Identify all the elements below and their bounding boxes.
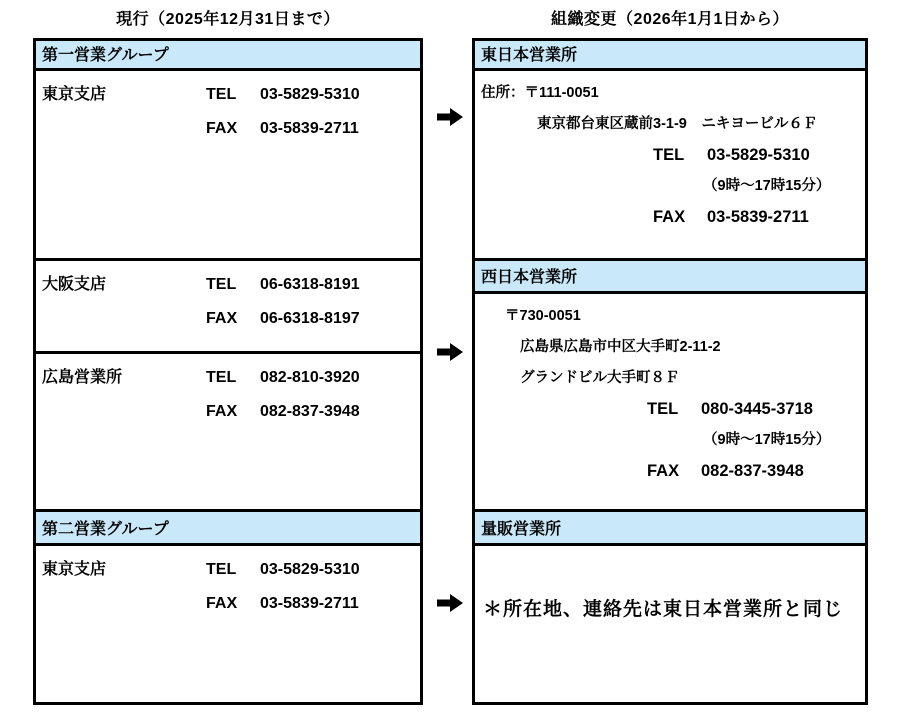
- office-cell-osaka: [36, 261, 420, 354]
- office-fax-line: [42, 587, 412, 621]
- east-office-cell: [475, 71, 865, 261]
- tel-number: 082-810-3920: [260, 369, 360, 386]
- fax-number: 082-837-3948: [260, 403, 360, 420]
- office-name: 東京支店: [42, 86, 107, 103]
- spacer: [42, 587, 206, 621]
- retail-office-header: 量販営業所: [475, 512, 865, 546]
- office-name: 広島営業所: [42, 369, 123, 386]
- current-organization-table: [33, 38, 423, 705]
- tel-number: 03-5829-5310: [260, 86, 360, 103]
- fax-label: FAX: [206, 595, 238, 612]
- tel-number: 06-6318-8191: [260, 276, 360, 293]
- new-column-title: 組織変更（2026年1月1日から）: [551, 11, 789, 28]
- spacer: [42, 112, 206, 146]
- spacer: [42, 302, 206, 336]
- office-fax-line: [42, 112, 412, 146]
- tel-label: TEL: [647, 400, 679, 418]
- west-hours: （9時～17時15分）: [703, 432, 831, 448]
- east-office-header: 東日本営業所: [475, 41, 865, 71]
- fax-label: FAX: [206, 403, 238, 420]
- fax-number: 03-5839-2711: [707, 208, 809, 226]
- current-column-title: 現行（2025年12月31日まで）: [116, 11, 340, 28]
- new-organization-table: [472, 38, 868, 705]
- tel-label: TEL: [653, 146, 685, 164]
- west-fax-line: [475, 456, 865, 487]
- spacer: [42, 395, 206, 429]
- office-tel-line: [42, 553, 412, 587]
- east-address-label: 住所：〒111-0051: [481, 85, 599, 101]
- fax-label: FAX: [647, 462, 680, 480]
- office-tel-line: [42, 268, 412, 302]
- fax-label: FAX: [206, 120, 238, 137]
- west-office-cell: [475, 294, 865, 512]
- office-tel-line: [42, 78, 412, 112]
- tel-label: TEL: [206, 369, 237, 386]
- office-fax-line: [42, 395, 412, 429]
- right-arrow-icon: [437, 342, 463, 362]
- office-name: 東京支店: [42, 561, 107, 578]
- fax-number: 06-6318-8197: [260, 310, 360, 327]
- group2-header: 第二営業グループ: [36, 512, 420, 546]
- east-tel-line: [475, 140, 865, 171]
- tel-label: TEL: [206, 561, 237, 578]
- tel-label: TEL: [206, 276, 237, 293]
- fax-label: FAX: [653, 208, 686, 226]
- fax-number: 03-5839-2711: [260, 595, 359, 612]
- west-postal: 〒730-0051: [505, 308, 581, 324]
- fax-number: 03-5839-2711: [260, 120, 359, 137]
- tel-number: 080-3445-3718: [701, 400, 813, 418]
- office-tel-line: [42, 361, 412, 395]
- west-office-header: 西日本営業所: [475, 261, 865, 294]
- office-name: 大阪支店: [42, 276, 107, 293]
- east-hours: （9時～17時15分）: [703, 178, 831, 194]
- office-cell-tokyo-1: [36, 71, 420, 261]
- office-cell-hiroshima: [36, 354, 420, 512]
- retail-office-cell: [475, 546, 865, 702]
- right-arrow-icon: [437, 593, 463, 613]
- east-fax-line: [475, 202, 865, 233]
- east-address-line: 東京都台東区蔵前3-1-9 ニキヨービル６Ｆ: [537, 116, 818, 132]
- tel-number: 03-5829-5310: [260, 561, 360, 578]
- right-arrow-icon: [437, 107, 463, 127]
- fax-number: 082-837-3948: [701, 462, 804, 480]
- fax-label: FAX: [206, 310, 238, 327]
- group1-header: 第一営業グループ: [36, 41, 420, 71]
- retail-note: ＊所在地、連絡先は東日本営業所と同じ: [483, 599, 844, 620]
- office-cell-tokyo-2: [36, 546, 420, 702]
- west-tel-line: [475, 394, 865, 425]
- west-address-line2: グランドビル大手町８Ｆ: [520, 370, 680, 386]
- tel-number: 03-5829-5310: [707, 146, 810, 164]
- west-address-line1: 広島県広島市中区大手町2-11-2: [520, 339, 721, 355]
- tel-label: TEL: [206, 86, 237, 103]
- office-fax-line: [42, 302, 412, 336]
